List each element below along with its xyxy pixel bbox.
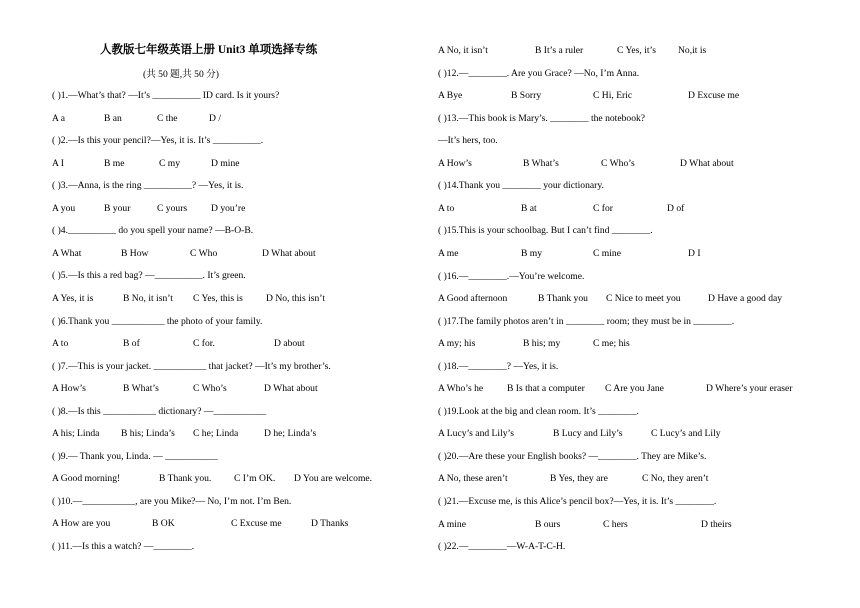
answer-option: D he; Linda’s [264, 428, 317, 439]
answer-option: A No, it isn’t [438, 45, 488, 56]
question-line: ( )17.The family photos aren’t in ________ room; they must be in ________. [438, 316, 735, 327]
answer-option: C Who [190, 248, 218, 259]
question-line: ( )20.—Are these your English books? —________. They are Mike’s. [438, 451, 707, 462]
answer-option: C he; Linda [193, 428, 239, 439]
answer-option: B Thank you [538, 293, 588, 304]
answer-option: B Lucy and Lily’s [553, 428, 623, 439]
answer-option: A his; Linda [52, 428, 100, 439]
answer-option: B Yes, they are [550, 473, 608, 484]
question-line: ( )15.This is your schoolbag. But I can’t find ________. [438, 225, 653, 236]
answer-option: A How are you [52, 518, 111, 529]
answer-option: A my; his [438, 338, 476, 349]
answer-option: B at [521, 203, 537, 214]
answer-option: B an [104, 113, 122, 124]
question-line: ( )19.Look at the big and clean room. It’s ________. [438, 406, 639, 417]
answer-option: A me [438, 248, 459, 259]
question-line: ( )8.—Is this ___________ dictionary? —___________ [52, 406, 267, 417]
answer-option: B Is that a computer [507, 383, 585, 394]
question-line: ( )12.—________. Are you Grace? —No, I’m Anna. [438, 68, 640, 79]
answer-option: D Excuse me [688, 90, 740, 101]
answer-option: D Thanks [311, 518, 349, 529]
answer-option: D What about [680, 158, 734, 169]
answer-option: B What’s [523, 158, 559, 169]
answer-option: C for [593, 203, 613, 214]
question-line: ( )22.—________—W-A-T-C-H. [438, 541, 566, 552]
answer-option: A How’s [52, 383, 86, 394]
answer-option: No,it is [678, 45, 707, 56]
answer-option: B your [104, 203, 131, 214]
question-line: ( )18.—________? —Yes, it is. [438, 361, 559, 372]
answer-option: B ours [535, 519, 561, 530]
answer-option: A you [52, 203, 76, 214]
answer-option: B my [521, 248, 543, 259]
answer-option: D / [209, 113, 221, 124]
answer-option: C Excuse me [231, 518, 282, 529]
question-line: ( )14.Thank you ________ your dictionary. [438, 180, 604, 191]
answer-option: A mine [438, 519, 466, 530]
answer-option: B Sorry [511, 90, 542, 101]
answer-option: D theirs [701, 519, 732, 530]
answer-option: B It’s a ruler [535, 45, 584, 56]
answer-option: A Yes, it is [52, 293, 94, 304]
answer-option: A Who’s he [438, 383, 484, 394]
answer-option: C Hi, Eric [593, 90, 633, 101]
answer-option: D Where’s your eraser [706, 383, 793, 394]
answer-option: D What about [264, 383, 318, 394]
answer-option: A What [52, 248, 82, 259]
answer-option: C Who’s [193, 383, 227, 394]
answer-option: A to [438, 203, 455, 214]
question-line: ( )1.—What’s that? —It’s __________ ID card. Is it yours? [52, 90, 280, 101]
answer-option: D you’re [211, 203, 246, 214]
answer-option: B his; my [523, 338, 561, 349]
answer-option: D mine [211, 158, 240, 169]
answer-option: D about [274, 338, 305, 349]
question-line: ( )13.—This book is Mary’s. ________ the notebook? [438, 113, 646, 124]
answer-option: B OK [152, 518, 175, 529]
question-line: ( )9.— Thank you, Linda. — ___________ [52, 451, 218, 462]
answer-option: C Nice to meet you [606, 293, 681, 304]
answer-option: B me [104, 158, 125, 169]
answer-option: A a [52, 113, 66, 124]
answer-option: A Lucy’s and Lily’s [438, 428, 514, 439]
answer-option: B of [123, 338, 140, 349]
answer-option: A Bye [438, 90, 463, 101]
answer-option: C Who’s [601, 158, 635, 169]
answer-option: B Thank you. [159, 473, 212, 484]
answer-option: C Yes, it’s [617, 45, 656, 56]
answer-option: C the [157, 113, 178, 124]
answer-option: C I’m OK. [234, 473, 276, 484]
answer-option: C mine [593, 248, 621, 259]
answer-option: C hers [603, 519, 628, 530]
answer-option: C my [159, 158, 181, 169]
answer-option: C me; his [593, 338, 630, 349]
answer-option: A No, these aren’t [438, 473, 508, 484]
question-continuation: —It’s hers, too. [438, 135, 498, 146]
answer-option: C Are you Jane [605, 383, 664, 394]
answer-option: A Good afternoon [438, 293, 508, 304]
answer-option: C yours [157, 203, 188, 214]
question-line: ( )3.—Anna, is the ring __________? —Yes, it is. [52, 180, 244, 191]
answer-option: B How [121, 248, 149, 259]
page-subtitle: (共 50 题,共 50 分) [143, 69, 219, 80]
answer-option: D Have a good day [708, 293, 783, 304]
answer-option: A to [52, 338, 69, 349]
answer-option: C Yes, this is [193, 293, 243, 304]
page-title: 人教版七年级英语上册 Unit3 单项选择专练 [100, 44, 318, 56]
question-line: ( )16.—________.—You’re welcome. [438, 271, 585, 282]
answer-option: B his; Linda’s [121, 428, 175, 439]
answer-option: C for. [193, 338, 215, 349]
answer-option: D What about [262, 248, 316, 259]
answer-option: A I [52, 158, 64, 169]
answer-option: D No, this isn’t [266, 293, 325, 304]
answer-option: A How’s [438, 158, 472, 169]
question-line: ( )2.—Is this your pencil?—Yes, it is. It’s __________. [52, 135, 264, 146]
answer-option: D of [667, 203, 685, 214]
question-line: ( )5.—Is this a red bag? —__________. It’s green. [52, 270, 246, 281]
answer-option: B No, it isn’t [123, 293, 173, 304]
question-line: ( )11.—Is this a watch? —________. [52, 541, 195, 552]
answer-option: B What’s [123, 383, 159, 394]
answer-option: D I [688, 248, 701, 259]
question-line: ( )4.__________ do you spell your name? —B-O-B. [52, 225, 254, 236]
question-line: ( )6.Thank you ___________ the photo of your family. [52, 316, 263, 327]
question-line: ( )21.—Excuse me, is this Alice’s pencil box?—Yes, it is. It’s ________. [438, 496, 717, 507]
answer-option: C No, they aren’t [642, 473, 709, 484]
question-line: ( )10.—___________, are you Mike?— No, I’m not. I’m Ben. [52, 496, 292, 507]
question-line: ( )7.—This is your jacket. ___________ that jacket? —It’s my brother’s. [52, 361, 331, 372]
answer-option: D You are welcome. [294, 473, 373, 484]
answer-option: C Lucy’s and Lily [651, 428, 721, 439]
answer-option: A Good morning! [52, 473, 121, 484]
